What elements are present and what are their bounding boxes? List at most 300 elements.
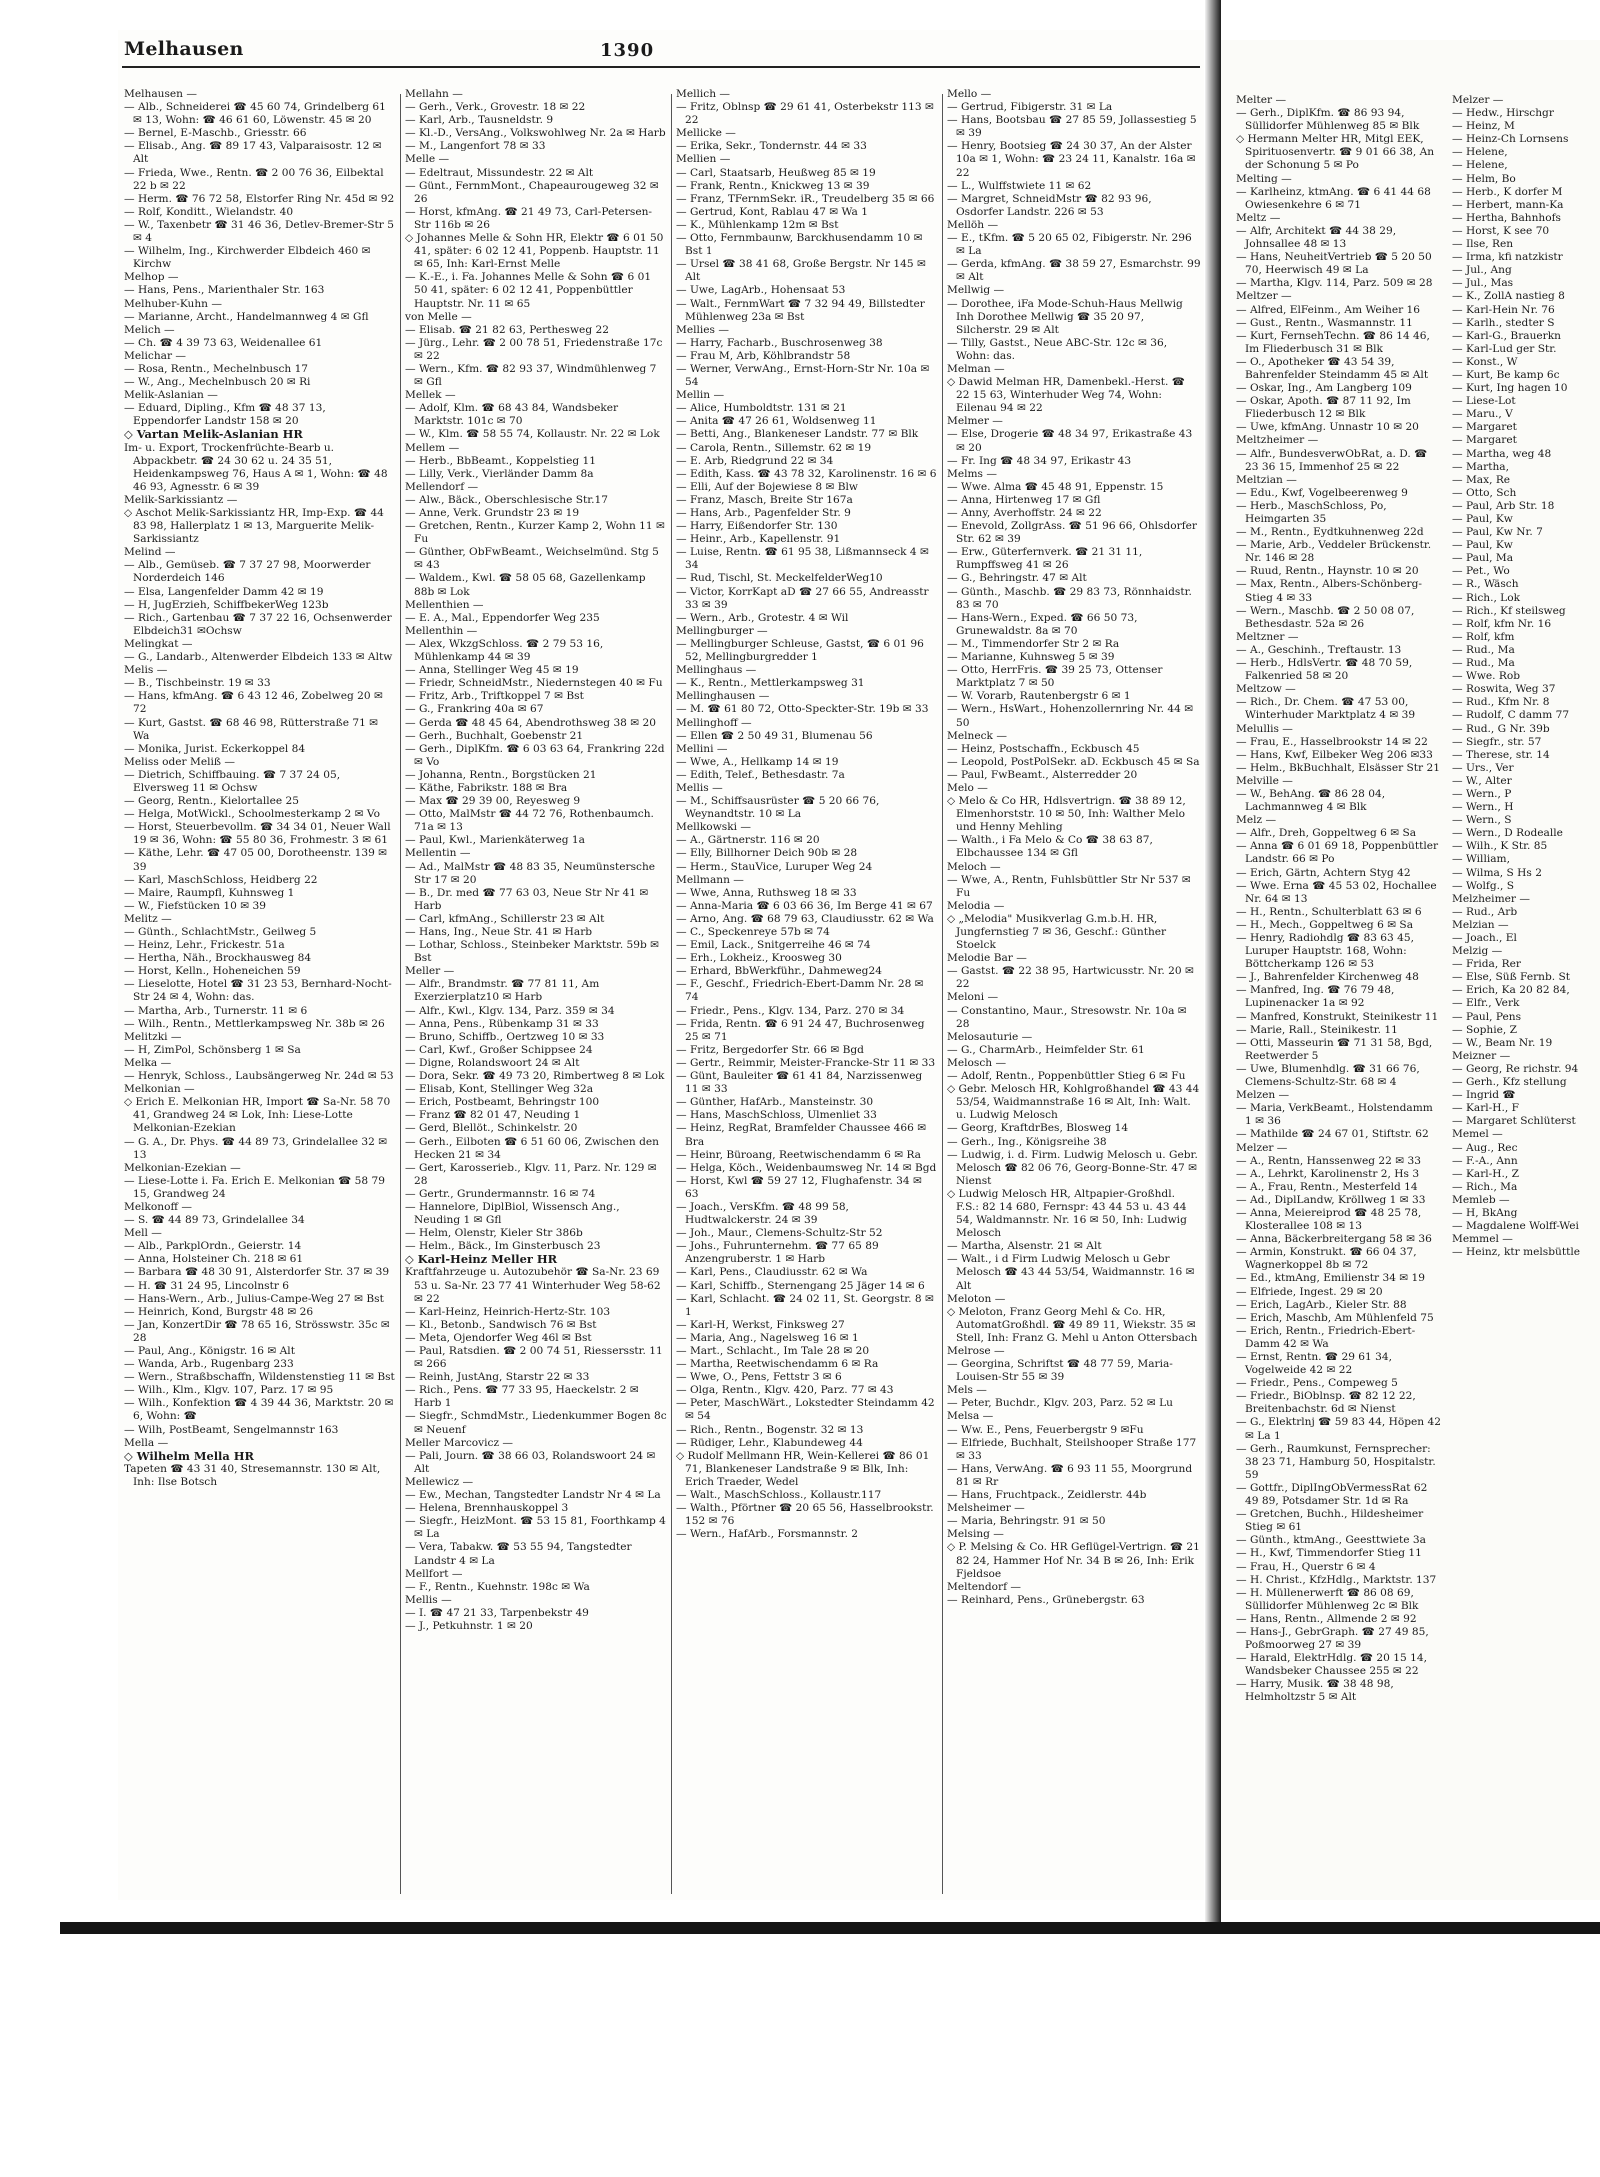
- directory-entry: — Rich., Dr. Chem. ☎ 47 53 00, Winterhuder Marktplatz 4 ✉ 39: [1236, 696, 1416, 722]
- directory-entry: — Heinz, M: [1452, 120, 1515, 133]
- directory-entry: — Fritz, Oblnsp ☎ 29 61 41, Osterbekstr 113 ✉ 22: [676, 101, 934, 127]
- directory-entry: — H. Müllenerwerft ☎ 86 08 69, Süllidorfer Mühlenweg 2c ✉ Blk: [1236, 1586, 1419, 1612]
- directory-entry: — Victor, KorrKapt aD ☎ 27 66 55, Andreasstr 33 ✉ 39: [676, 585, 929, 611]
- directory-entry: — Helm., Bäck., Im Ginsterbusch 23: [405, 1240, 601, 1253]
- directory-entry: — Eduard, Dipling., Kfm ☎ 48 37 13, Eppendorfer Landstr 158 ✉ 20: [124, 402, 326, 428]
- directory-entry: — Gertr., Reimmir, Meister-Francke-Str 11 ✉ 33: [676, 1056, 936, 1069]
- directory-entry: — Günth., Maschb. ☎ 29 83 73, Rönnhaidstr. 83 ✉ 70: [947, 585, 1192, 611]
- surname-heading: Meloch —: [947, 860, 1001, 873]
- directory-entry: — Erich, Rentn., Friedrich-Ebert-Damm 42 ✉ Wa: [1236, 1324, 1416, 1350]
- directory-entry: — Hedw., Hirschgr: [1452, 107, 1554, 120]
- directory-entry: — Anna, Pens., Rübenkamp 31 ✉ 33: [405, 1017, 599, 1030]
- directory-entry: — M., Timmendorfer Str 2 ✉ Ra: [947, 637, 1120, 650]
- directory-entry: — Helene,: [1452, 146, 1508, 159]
- directory-entry: — Heinr., Arb., Kapellenstr. 91: [676, 533, 841, 546]
- directory-entry: — Horst, Kelln., Hoheneichen 59: [124, 965, 301, 978]
- directory-entry: — Anita ☎ 47 26 61, Woldsenweg 11: [676, 415, 877, 428]
- directory-entry: — Urs., Ver: [1452, 761, 1514, 774]
- surname-heading: Melzian —: [1452, 918, 1509, 931]
- surname-heading: Melind —: [124, 546, 176, 559]
- directory-entry: — Heinrich, Kond, Burgstr 48 ✉ 26: [124, 1305, 314, 1318]
- directory-entry: — Constantino, Maur., Stresowstr. Nr. 10a ✉ 28: [947, 1004, 1187, 1030]
- directory-entry: — A., Geschinh., Treftaustr. 13: [1236, 643, 1402, 656]
- directory-entry: — Wern., D Rodealle: [1452, 827, 1563, 840]
- surname-heading: Melo —: [947, 781, 988, 794]
- directory-entry: — Oskar, Ing., Am Langberg 109: [1236, 382, 1412, 395]
- surname-heading: Memleb —: [1452, 1193, 1510, 1206]
- surname-heading: Melhuber-Kuhn —: [124, 297, 222, 310]
- directory-entry: — Alfr., Brandmstr. ☎ 77 81 11, Am Exerzierplatz10 ✉ Harb: [405, 978, 600, 1004]
- directory-entry: — O., Apotheker ☎ 43 54 39, Bahrenfelder Steindamm 45 ✉ Alt: [1236, 355, 1429, 381]
- surname-heading: Melzheimer —: [1452, 892, 1530, 905]
- directory-entry: — Manfred, Ing. ☎ 76 79 48, Lupinenacker 1a ✉ 92: [1236, 984, 1395, 1010]
- page-header: [122, 36, 1200, 68]
- surname-heading: Mellendorf —: [405, 480, 479, 493]
- surname-heading: Mellinghaus —: [676, 664, 757, 677]
- directory-entry: — Franz ☎ 82 01 47, Neuding 1: [405, 1109, 581, 1122]
- directory-entry: — Roswita, Weg 37: [1452, 683, 1556, 696]
- surname-heading: Melzen —: [1236, 1089, 1290, 1102]
- directory-column-5: [1236, 94, 1442, 1914]
- surname-heading: Melosauturie —: [947, 1030, 1033, 1043]
- directory-entry: — Walth., i Fa Melo & Co ☎ 38 63 87, Elbchaussee 134 ✉ Gfl: [947, 834, 1153, 860]
- directory-entry: — Ew., Mechan, Tangstedter Landstr Nr 4 ✉ La: [405, 1489, 661, 1502]
- surname-heading: Mellin —: [676, 389, 725, 402]
- directory-entry: — Kurt, Gastst. ☎ 68 46 98, Rütterstraße 71 ✉ Wa: [124, 716, 379, 742]
- directory-entry: — Jul., Ang: [1452, 264, 1512, 277]
- directory-entry: — Johanna, Rentn., Borgstücken 21: [405, 768, 597, 781]
- surname-heading: Melodia —: [947, 899, 1005, 912]
- surname-heading: Mellenthin —: [405, 624, 478, 637]
- directory-entry: — Franz, TFernmSekr. iR., Treudelberg 35 ✉ 66: [676, 192, 935, 205]
- surname-heading: Melkonian-Ezekian —: [124, 1161, 241, 1174]
- directory-entry: — Rolf, kfm Nr. 16: [1452, 617, 1552, 630]
- directory-entry: — Franz, Masch, Breite Str 167a: [676, 493, 853, 506]
- book-gutter: [1205, 0, 1221, 1930]
- directory-entry: — Helga, Köch., Weidenbaumsweg Nr. 14 ✉ Bgd: [676, 1161, 937, 1174]
- directory-entry: — Harry, Facharb., Buschrosenweg 38: [676, 336, 883, 349]
- directory-entry: — Käthe, Fabrikstr. 188 ✉ Bra: [405, 781, 568, 794]
- directory-entry: — Elfriede, Buchhalt, Steilshooper Straße 177 ✉ 33: [947, 1436, 1197, 1462]
- directory-entry: — Wern., H: [1452, 801, 1514, 814]
- directory-entry: — Alex, WkzgSchloss. ☎ 2 79 53 16, Mühlenkamp 44 ✉ 39: [405, 637, 604, 664]
- directory-entry: — Dietrich, Schiffbauing. ☎ 7 37 24 05, Elversweg 11 ✉ Ochsw: [124, 768, 341, 794]
- directory-entry: — Martha, Klgv. 114, Parz. 509 ✉ 28: [1236, 277, 1433, 290]
- directory-entry: — Frau, E., Hasselbrookstr 14 ✉ 22: [1236, 735, 1428, 748]
- directory-entry: — Alfred, ElFeinm., Am Weiher 16: [1236, 303, 1421, 316]
- directory-entry: ◇ P. Melsing & Co. HR Geflügel-Vertrign. ☎ 21 82 24, Hammer Hof Nr. 34 B ✉ 26, Inh: Erik Fjeldsoe: [947, 1541, 1200, 1580]
- directory-entry: — Erich, Maschb, Am Mühlenfeld 75: [1236, 1311, 1434, 1324]
- surname-heading: Mella —: [124, 1436, 169, 1449]
- directory-entry: — Margret, SchneidMstr ☎ 82 93 96, Osdorfer Landstr. 226 ✉ 53: [947, 192, 1152, 218]
- directory-entry: — Günther, HafArb., Mansteinstr. 30: [676, 1096, 874, 1109]
- directory-entry: — Meta, Ojendorfer Weg 46l ✉ Bst: [405, 1331, 592, 1344]
- directory-entry: — R., Wäsch: [1452, 578, 1519, 591]
- directory-entry: — Werner, VerwAng., Ernst-Horn-Str Nr. 10a ✉ 54: [676, 362, 930, 389]
- directory-entry: — Bernel, E-Maschb., Griesstr. 66: [124, 127, 307, 140]
- directory-entry: — Maria, VerkBeamt., Holstendamm 1 ✉ 36: [1236, 1102, 1433, 1128]
- surname-heading: Mellini —: [676, 742, 728, 755]
- directory-entry: — Wwe. Erna ☎ 45 53 02, Hochallee Nr. 64 ✉ 13: [1236, 879, 1437, 905]
- directory-entry: — Kl.-D., VersAng., Volkswohlweg Nr. 2a ✉ Harb: [405, 127, 666, 140]
- directory-entry: — Rud., Ma: [1452, 643, 1515, 656]
- surname-heading: Mellentin —: [405, 847, 471, 860]
- directory-entry: — Ernst, Rentn. ☎ 29 61 34, Vogelweide 42 ✉ 22: [1236, 1351, 1392, 1377]
- directory-entry: — Frieda, Wwe., Rentn. ☎ 2 00 76 36, Eilbektal 22 b ✉ 22: [124, 166, 384, 192]
- directory-entry: — Karl-G., Brauerkn: [1452, 329, 1561, 342]
- directory-entry: — Fritz, Bergedorfer Str. 66 ✉ Bgd: [676, 1043, 864, 1056]
- directory-entry: — Herb., HdlsVertr. ☎ 48 70 59, Falkenried 58 ✉ 20: [1236, 657, 1413, 683]
- directory-entry: — H, ZimPol, Schönsberg 1 ✉ Sa: [124, 1043, 301, 1056]
- surname-heading: Melis —: [124, 664, 168, 677]
- column-divider: [400, 94, 401, 1894]
- directory-column-3: [676, 88, 938, 1908]
- directory-entry: — Heinz, RegRat, Bramfelder Chaussee 466 ✉ Bra: [676, 1122, 927, 1148]
- directory-entry: — Friedr., Pens., Compeweg 5: [1236, 1377, 1398, 1390]
- directory-entry: — Carl, Staatsarb, Heußweg 85 ✉ 19: [676, 166, 876, 179]
- directory-entry: — M., Schiffsausrüster ☎ 5 20 66 76, Weynandtstr. 10 ✉ La: [676, 795, 880, 821]
- directory-entry: — Heinr, Büroang, Reetwischendamm 6 ✉ Ra: [676, 1148, 921, 1161]
- directory-entry: — Manfred, Konstrukt, Steinikestr 11: [1236, 1010, 1439, 1023]
- directory-column-1: [124, 88, 396, 1908]
- directory-entry: — Rudolf, C damm 77: [1452, 709, 1570, 722]
- directory-entry: — Georg, KraftdrBes, Blosweg 14: [947, 1122, 1129, 1135]
- directory-entry: — Heinz, ktr melsbüttle: [1452, 1246, 1581, 1259]
- surname-heading: Meltzow —: [1236, 683, 1296, 696]
- directory-entry: — Hertha, Bahnhofs: [1452, 211, 1561, 224]
- directory-entry: — Herbert, mann-Ka: [1452, 198, 1564, 211]
- directory-entry: — A., Gärtnerstr. 116 ✉ 20: [676, 834, 820, 847]
- surname-heading: Melik-Sarkissiantz —: [124, 493, 238, 506]
- directory-entry: — Rich., Lok: [1452, 591, 1521, 604]
- directory-entry: — Martha, Arb., Turnerstr. 11 ✉ 6: [124, 1004, 308, 1017]
- directory-entry: — Walt., MaschSchloss., Kollaustr.117: [676, 1489, 882, 1502]
- directory-entry: — Georgina, Schriftst ☎ 48 77 59, Maria-Louisen-Str 55 ✉ 39: [947, 1358, 1173, 1384]
- surname-heading: Melhausen —: [124, 88, 197, 100]
- directory-entry: — Luise, Rentn. ☎ 61 95 38, Lißmannseck 4 ✉ 34: [676, 546, 929, 572]
- directory-entry: — M. ☎ 61 80 72, Otto-Speckter-Str. 19b ✉ 33: [676, 703, 929, 716]
- surname-heading: Meltzian —: [1236, 473, 1297, 486]
- directory-entry: — Gerd, Blellöt., Schinkelstr. 20: [405, 1122, 578, 1135]
- directory-entry: — Wwe, A., Hellkamp 14 ✉ 19: [676, 755, 839, 768]
- surname-heading: Melsa —: [947, 1410, 994, 1423]
- directory-entry: — G., Frankring 40a ✉ 67: [405, 703, 544, 716]
- directory-entry: — Martha, weg 48: [1452, 447, 1552, 460]
- directory-entry: — Otto, HerrFris. ☎ 39 25 73, Ottenser Marktplatz 7 ✉ 50: [947, 664, 1163, 690]
- surname-heading: Melitzki —: [124, 1030, 182, 1043]
- directory-entry: — Helena, Brennhauskoppel 3: [405, 1502, 569, 1515]
- directory-entry: — Elisab., Ang. ☎ 89 17 43, Valparaisostr. 12 ✉ Alt: [124, 140, 382, 166]
- directory-entry: — Erika, Sekr., Tondernstr. 44 ✉ 33: [676, 140, 867, 153]
- surname-heading: Melosch —: [947, 1056, 1007, 1069]
- directory-entry: — H, BkAng: [1452, 1206, 1518, 1219]
- directory-entry: — Erich, Ka 20 82 84,: [1452, 984, 1570, 997]
- directory-entry: — Therese, str. 14: [1452, 748, 1550, 761]
- surname-heading: Melzer —: [1236, 1141, 1288, 1154]
- directory-entry: — Gerh., Kfz stellung: [1452, 1076, 1567, 1089]
- directory-entry: — Anna-Maria ☎ 6 03 66 36, Im Berge 41 ✉ 67: [676, 899, 933, 912]
- directory-entry: — Paul, Kw: [1452, 513, 1513, 525]
- surname-heading: Melichar —: [124, 349, 186, 362]
- directory-entry: — Adolf, Rentn., Poppenbüttler Stieg 6 ✉ Fu: [947, 1070, 1186, 1083]
- surname-heading: Melmer —: [947, 415, 1003, 428]
- directory-entry: — L., Wulffstwiete 11 ✉ 62: [947, 179, 1092, 192]
- surname-heading: Mellmann —: [676, 873, 744, 886]
- surname-heading: Mellek —: [405, 389, 456, 402]
- directory-column-2: [405, 88, 667, 1908]
- directory-entry: — B., Tischbeinstr. 19 ✉ 33: [124, 677, 271, 690]
- directory-entry: — Henryk, Schloss., Laubsängerweg Nr. 24d ✉ 53: [124, 1070, 394, 1083]
- surname-heading: Melsheimer —: [947, 1502, 1025, 1515]
- directory-entry: — Wwe, A., Rentn, Fuhlsbüttler Str Nr 537 ✉ Fu: [947, 873, 1191, 899]
- directory-entry: — Wern., Arb., Grotestr. 4 ✉ Wil: [676, 611, 849, 624]
- directory-entry: — Hans, Ing., Neue Str. 41 ✉ Harb: [405, 926, 593, 938]
- directory-entry: — G., CharmArb., Heimfelder Str. 61: [947, 1043, 1145, 1056]
- directory-entry: ◇ Erich E. Melkonian HR, Import ☎ Sa-Nr. 58 70 41, Grandweg 24 ✉ Lok, Inh: Liese-Lotte Melkonian-Ezekian: [124, 1096, 391, 1135]
- directory-entry: — Otto, Fernmbaunw, Barckhusendamm 10 ✉ Bst 1: [676, 232, 923, 258]
- directory-entry: — Mart., Schlacht., Im Tale 28 ✉ 20: [676, 1345, 870, 1357]
- surname-heading: Mellinghoff —: [676, 716, 752, 729]
- directory-entry: — Lilly, Verk., Vierländer Damm 8a: [405, 467, 594, 480]
- directory-entry: — Alw., Bäck., Oberschlesische Str.17: [405, 493, 609, 506]
- directory-entry: — Alb., Gemüseb. ☎ 7 37 27 98, Moorwerder Norderdeich 146: [124, 559, 371, 585]
- directory-entry: — Wwe. Rob: [1452, 670, 1521, 683]
- directory-entry: — Elisab. ☎ 21 82 63, Perthesweg 22: [405, 323, 609, 336]
- directory-entry: — Horst, Steuerbevollm. ☎ 34 34 01, Neuer Wall 19 ✉ 36, Wohn: ☎ 55 80 36, Frohmestr. 3 ✉ 61: [124, 821, 391, 847]
- directory-entry: — Rud., Arb: [1452, 905, 1518, 918]
- directory-entry: — Elfr., Verk: [1452, 997, 1520, 1010]
- directory-entry: — Gerh., DiplKfm. ☎ 6 03 63 64, Frankring 22d ✉ Vo: [405, 742, 665, 768]
- directory-entry: — Wilhelm, Ing., Kirchwerder Elbdeich 460 ✉ Kirchw: [124, 245, 371, 271]
- directory-entry: — Karl, Schlacht. ☎ 24 02 11, St. Georgstr. 8 ✉ 1: [676, 1292, 934, 1318]
- surname-heading: Mell —: [124, 1227, 162, 1240]
- surname-heading: Melneck —: [947, 729, 1007, 742]
- surname-heading: Mels —: [947, 1384, 987, 1397]
- directory-entry: — Ingrid ☎: [1452, 1089, 1516, 1102]
- directory-entry: — Walt., FernmWart ☎ 7 32 94 49, Billstedter Mühlenweg 23a ✉ Bst: [676, 297, 925, 323]
- surname-heading: Melzer —: [1452, 94, 1504, 106]
- directory-entry: — Karl-H., Z: [1452, 1167, 1519, 1180]
- surname-heading: Melville —: [1236, 774, 1293, 787]
- directory-entry: ◇ Karl-Heinz Meller HR: [405, 1252, 558, 1267]
- directory-entry: — Paul, Kw Nr. 7: [1452, 526, 1543, 539]
- directory-entry: ◇ Hermann Melter HR, Mitgl EEK, Spirituosenvertr. ☎ 9 01 66 38, An der Schonung 5 ✉ Po: [1236, 133, 1435, 172]
- surname-heading: Melodie Bar —: [947, 952, 1027, 965]
- directory-entry: ◇ Gebr. Melosch HR, Kohlgroßhandel ☎ 43 44 53/54, Waidmannstraße 16 ✉ Alt, Inh: Walt. u. Ludwig Melosch: [947, 1083, 1200, 1122]
- surname-heading: Melullis —: [1236, 722, 1293, 735]
- directory-entry: — Hannelore, DiplBiol, Wissensch Ang., Neuding 1 ✉ Gfl: [405, 1200, 620, 1227]
- directory-entry: — Harald, ElektrHdlg. ☎ 20 15 14, Wandsbeker Chaussee 255 ✉ 22: [1236, 1652, 1427, 1678]
- directory-entry: — William,: [1452, 853, 1510, 866]
- directory-entry: — Mellingburger Schleuse, Gastst, ☎ 6 01 96 52, Mellingburgredder 1: [676, 637, 924, 664]
- surname-heading: Memel —: [1452, 1128, 1503, 1141]
- directory-entry: — Arno, Ang. ☎ 68 79 63, Claudiusstr. 62 ✉ Wa: [676, 912, 934, 925]
- directory-entry: — Johs., Fuhrunternehm. ☎ 77 65 89 Anzengruberstr. 1 ✉ Harb: [676, 1240, 879, 1266]
- surname-heading: Mellöh —: [947, 218, 999, 231]
- surname-heading: Mellis —: [405, 1593, 452, 1606]
- directory-entry: — Erhard, BbWerkführ., Dahmeweg24: [676, 965, 882, 978]
- directory-entry: — Karl, Pens., Claudiusstr. 62 ✉ Wa: [676, 1266, 868, 1279]
- directory-entry: — Joh., Maur., Clemens-Schultz-Str 52: [676, 1227, 883, 1240]
- surname-heading: Melman —: [947, 362, 1005, 375]
- directory-entry: — Digne, Rolandswoort 24 ✉ Alt: [405, 1056, 580, 1069]
- directory-entry: — Anna, Hirtenweg 17 ✉ Gfl: [947, 493, 1101, 506]
- directory-entry: — Hans, kfmAng. ☎ 6 43 12 46, Zobelweg 20 ✉ 72: [124, 690, 383, 716]
- directory-entry: — Adolf, Klm. ☎ 68 43 84, Wandsbeker Marktstr. 101c ✉ 70: [405, 402, 619, 428]
- directory-entry: — Hertha, Näh., Brockhausweg 84: [124, 952, 312, 965]
- directory-entry: — Helm., BkBuchhalt, Elsässer Str 21: [1236, 761, 1440, 774]
- directory-entry: — Karl-H, Werkst, Finksweg 27: [676, 1318, 845, 1331]
- directory-entry: — Ruud, Rentn., Haynstr. 10 ✉ 20: [1236, 565, 1419, 578]
- surname-heading: Meller Marcovicz —: [405, 1436, 513, 1449]
- directory-entry: — Rosa, Rentn., Mechelnbusch 17: [124, 362, 309, 375]
- surname-heading: von Melle —: [405, 310, 472, 323]
- directory-entry: — Maria, Behringstr. 91 ✉ 50: [947, 1515, 1106, 1528]
- directory-entry: — Wwe, O., Pens, Fettstr 3 ✉ 6: [676, 1371, 842, 1384]
- directory-entry: — Gert, Karosserieb., Klgv. 11, Parz. Nr. 129 ✉ 28: [405, 1161, 657, 1187]
- directory-entry: — Wilma, S Hs 2: [1452, 866, 1542, 879]
- directory-entry: — Peter, Buchdr., Klgv. 203, Parz. 52 ✉ Lu: [947, 1397, 1173, 1410]
- directory-entry: — Helene,: [1452, 159, 1508, 172]
- directory-entry: ◇ Wilhelm Mella HR: [124, 1448, 254, 1463]
- directory-entry: — Liese-Lotte i. Fa. Erich E. Melkonian ☎ 58 79 15, Grandweg 24: [124, 1174, 385, 1200]
- directory-entry: — Peter, MaschWärt., Lokstedter Steindamm 42 ✉ 54: [676, 1397, 935, 1423]
- directory-entry: — E. A., Mal., Eppendorfer Weg 235: [405, 611, 600, 624]
- directory-entry: — Karl, MaschSchloss, Heidberg 22: [124, 873, 318, 886]
- surname-heading: Mellenthien —: [405, 598, 484, 611]
- directory-entry: — Gottfr., DiplIngObVermessRat 62 49 89, Potsdamer Str. 1d ✉ Ra: [1236, 1481, 1428, 1508]
- directory-entry: — Uwe, kfmAng. Unnastr 10 ✉ 20: [1236, 421, 1419, 434]
- directory-entry: — Gertrud, Kont, Rablau 47 ✉ Wa 1: [676, 205, 868, 218]
- directory-entry: — Monika, Jurist. Eckerkoppel 84: [124, 742, 306, 755]
- directory-entry: — Wilh., K Str. 85: [1452, 840, 1548, 853]
- directory-entry: — Marianne, Kuhnsweg 5 ✉ 39: [947, 651, 1115, 664]
- directory-entry: — W. Vorarb, Rautenbergstr 6 ✉ 1: [947, 690, 1131, 703]
- directory-entry: — Dorothee, iFa Mode-Schuh-Haus Mellwig Inh Dorothee Mellwig ☎ 35 20 97, Silcherstr. 29 ✉ Alt: [947, 297, 1183, 336]
- directory-entry: — Carl, Kwf., Großer Schippsee 24: [405, 1043, 593, 1056]
- directory-entry: — Frau, H., Querstr 6 ✉ 4: [1236, 1560, 1376, 1573]
- directory-entry: — Friedr., BiOblnsp. ☎ 82 12 22, Breitenbachstr. 6d ✉ Nienst: [1236, 1390, 1416, 1416]
- directory-entry: — Carola, Rentn., Sillemstr. 62 ✉ 19: [676, 441, 872, 454]
- surname-heading: Mellem —: [405, 441, 460, 454]
- directory-entry: — Henry, Bootsieg ☎ 24 30 37, An der Alster 10a ✉ 1, Wohn: ☎ 23 24 11, Kanalstr. 16a ✉ 22: [947, 140, 1196, 179]
- directory-entry: — Horst, K see 70: [1452, 224, 1550, 237]
- directory-entry: — Paul, Ma: [1452, 552, 1514, 565]
- directory-entry: — Rud., G Nr. 39b: [1452, 722, 1550, 735]
- directory-entry: — Bruno, Schiffb., Oertzweg 10 ✉ 33: [405, 1030, 605, 1043]
- directory-entry: — Paul, Ratsdien. ☎ 2 00 74 51, Riessersstr. 11 ✉ 266: [405, 1345, 663, 1371]
- directory-entry: — F.-A., Ann: [1452, 1154, 1518, 1167]
- directory-entry: — Alfr, Architekt ☎ 44 38 29, Johnsallee 48 ✉ 13: [1236, 224, 1397, 251]
- directory-entry: ◇ Johannes Melle & Sohn HR, Elektr ☎ 6 01 50 41, später: 6 02 12 41, Poppenb. Hauptstr. 11 ✉ 65, Inh: Karl-Ernst Melle: [405, 232, 664, 271]
- directory-entry: — H., Mech., Goppeltweg 6 ✉ Sa: [1236, 918, 1414, 931]
- surname-heading: Melter —: [1236, 94, 1287, 106]
- directory-entry: — Karl-H., F: [1452, 1102, 1519, 1115]
- directory-entry: — G., Landarb., Altenwerder Elbdeich 133 ✉ Altw: [124, 651, 393, 664]
- directory-entry: — Hans, MaschSchloss, Ulmenliet 33: [676, 1109, 877, 1122]
- directory-entry: — Hans, Pens., Marienthaler Str. 163: [124, 284, 325, 297]
- surname-heading: Melzig —: [1452, 945, 1503, 958]
- directory-entry: — Ursel ☎ 38 41 68, Große Bergstr. Nr 145 ✉ Alt: [676, 258, 926, 284]
- directory-entry: — H, JugErzieh, SchiffbekerWeg 123b: [124, 598, 329, 611]
- directory-entry: ◇ „Melodia" Musikverlag G.m.b.H. HR, Jungfernstieg 7 ✉ 36, Geschf.: Günther Stoelck: [947, 912, 1167, 952]
- directory-entry: — Marianne, Archt., Handelmannweg 4 ✉ Gfl: [124, 310, 369, 323]
- directory-entry: — Olga, Rentn., Klgv. 420, Parz. 77 ✉ 43: [676, 1384, 894, 1397]
- directory-entry: — Otto, MalMstr ☎ 44 72 76, Rothenbaumch. 71a ✉ 13: [405, 808, 654, 834]
- surname-heading: Melrose —: [947, 1345, 1005, 1357]
- directory-entry: — Liese-Lot: [1452, 395, 1516, 408]
- directory-entry: — Hans-J., GebrGraph. ☎ 27 49 85, Poßmoorweg 27 ✉ 39: [1236, 1625, 1429, 1652]
- scan-bottom-edge: [60, 1922, 1600, 1934]
- directory-entry: — Karlh., stedter S: [1452, 316, 1555, 329]
- directory-entry: — W., Fiefstücken 10 ✉ 39: [124, 899, 266, 912]
- directory-entry: — Gretchen, Rentn., Kurzer Kamp 2, Wohn 11 ✉ Fu: [405, 520, 665, 546]
- surname-heading: Meltendorf —: [947, 1580, 1021, 1593]
- directory-entry: — Vera, Tabakw. ☎ 53 55 94, Tangstedter Landstr 4 ✉ La: [405, 1541, 632, 1567]
- directory-entry: — Gust., Rentn., Wasmannstr. 11: [1236, 316, 1413, 329]
- directory-entry: — Edeltraut, Missundestr. 22 ✉ Alt: [405, 166, 594, 179]
- surname-heading: Melkonoff —: [124, 1200, 192, 1213]
- directory-entry: — Max ☎ 29 39 00, Reyesweg 9: [405, 795, 581, 808]
- directory-entry: — Edu., Kwf, Vogelbeerenweg 9: [1236, 486, 1408, 499]
- directory-entry: — Erich, Gärtn, Achtern Styg 42: [1236, 866, 1411, 879]
- directory-entry: — Rich., Pens. ☎ 77 33 95, Haeckelstr. 2 ✉ Harb 1: [405, 1384, 639, 1410]
- directory-entry: — Magdalene Wolff-Wei: [1452, 1220, 1579, 1233]
- directory-entry: — Karl-Hein Nr. 76: [1452, 303, 1555, 316]
- surname-heading: Melms —: [947, 467, 997, 480]
- directory-entry: — Kurt, FernsehTechn. ☎ 86 14 46, Im Fliederbusch 31 ✉ Blk: [1236, 329, 1430, 355]
- directory-entry: ◇ Rudolf Mellmann HR, Wein-Kellerei ☎ 86 01 71, Blankeneser Landstraße 9 ✉ Blk, Inh: Erich Traeder, Wedel: [676, 1449, 930, 1488]
- directory-entry: — Jan, KonzertDir ☎ 78 65 16, Strösswstr. 35c ✉ 28: [124, 1318, 390, 1344]
- directory-entry: — Joach., El: [1452, 932, 1517, 944]
- directory-entry: — Rüdiger, Lehr., Klabundeweg 44: [676, 1436, 863, 1449]
- surname-heading: Melich —: [124, 323, 175, 336]
- directory-entry: — Rolf, Konditt., Wielandstr. 40: [124, 205, 294, 218]
- directory-entry: — Gertr., Grundermannstr. 16 ✉ 74: [405, 1187, 596, 1200]
- directory-entry: — Gerh., Eilboten ☎ 6 51 60 06, Zwischen den Hecken 21 ✉ 34: [405, 1135, 659, 1161]
- surname-heading: Melting —: [1236, 172, 1292, 185]
- directory-entry: — Rich., Gartenbau ☎ 7 37 22 16, Ochsenwerder Elbdeich31 ✉Ochsw: [124, 611, 392, 637]
- directory-entry: — Paul, Kwl., Marienkäterweg 1a: [405, 834, 585, 847]
- directory-entry: ◇ Melo & Co HR, Hdlsvertrign. ☎ 38 89 12, Elmenhorststr. 10 ✉ 50, Inh: Walther Melo und Henny Mehling: [947, 795, 1186, 834]
- directory-entry: — Hans, Fruchtpack., Zeidlerstr. 44b: [947, 1489, 1147, 1502]
- directory-entry: — Friedr, SchneidMstr., Niedernstegen 40 ✉ Fu: [405, 677, 663, 690]
- directory-entry: — Rich., Ma: [1452, 1180, 1518, 1193]
- directory-entry: Tapeten ☎ 43 31 40, Stresemannstr. 130 ✉ Alt, Inh: Ilse Botsch: [124, 1462, 381, 1488]
- directory-entry: — Karl, Arb., Tausneldstr. 9: [405, 114, 554, 127]
- directory-entry: — Heinz, Lehr., Frickestr. 51a: [124, 939, 285, 952]
- directory-entry: — Emil, Lack., Snitgerreihe 46 ✉ 74: [676, 939, 871, 952]
- directory-entry: — Wanda, Arb., Rugenbarg 233: [124, 1358, 294, 1371]
- directory-entry: — Herb., MaschSchloss, Po, Heimgarten 35: [1236, 499, 1387, 525]
- directory-entry: — Rud, Tischl, St. MeckelfelderWeg10: [676, 572, 883, 585]
- directory-entry: — Harry, Eißendorfer Str. 130: [676, 520, 838, 533]
- directory-entry: — Wern., Maschb. ☎ 2 50 08 07, Bethesdastr. 52a ✉ 26: [1236, 604, 1415, 630]
- directory-entry: ◇ Ludwig Melosch HR, Altpapier-Großhdl. F.S.: 82 14 680, Fernspr: 43 44 53 u. 43 44 54, Waldmannstr. Nr. 16 ✉ 50, Inh: Ludwig Melosch: [947, 1187, 1187, 1240]
- directory-entry: ◇ Dawid Melman HR, Damenbekl.-Herst. ☎ 22 15 63, Winterhuder Weg 74, Wohn: Eilenau 94 ✉ 22: [947, 376, 1185, 415]
- surname-heading: Meizner —: [1452, 1049, 1511, 1062]
- directory-entry: — Wwe, Anna, Ruthsweg 18 ✉ 33: [676, 886, 857, 899]
- directory-entry: — Karl, Schiffb., Sternengang 25 Jäger 14 ✉ 6: [676, 1279, 925, 1292]
- directory-entry: — Edith, Kass. ☎ 43 78 32, Karolinenstr. 16 ✉ 6: [676, 467, 937, 480]
- directory-entry: — Walth., Pförtner ☎ 20 65 56, Hasselbrookstr. 152 ✉ 76: [676, 1502, 934, 1528]
- directory-entry: — S. ☎ 44 89 73, Grindelallee 34: [124, 1214, 305, 1227]
- directory-entry: — Waldem., Kwl. ☎ 58 05 68, Gazellenkamp 88b ✉ Lok: [405, 572, 646, 598]
- surname-heading: Melle —: [405, 153, 450, 166]
- directory-entry: — Martha,: [1452, 460, 1509, 473]
- directory-entry: — Max, Rentn., Albers-Schönberg-Stieg 4 ✉ 33: [1236, 578, 1422, 604]
- directory-entry: — Rich., Kf steilsweg: [1452, 604, 1566, 617]
